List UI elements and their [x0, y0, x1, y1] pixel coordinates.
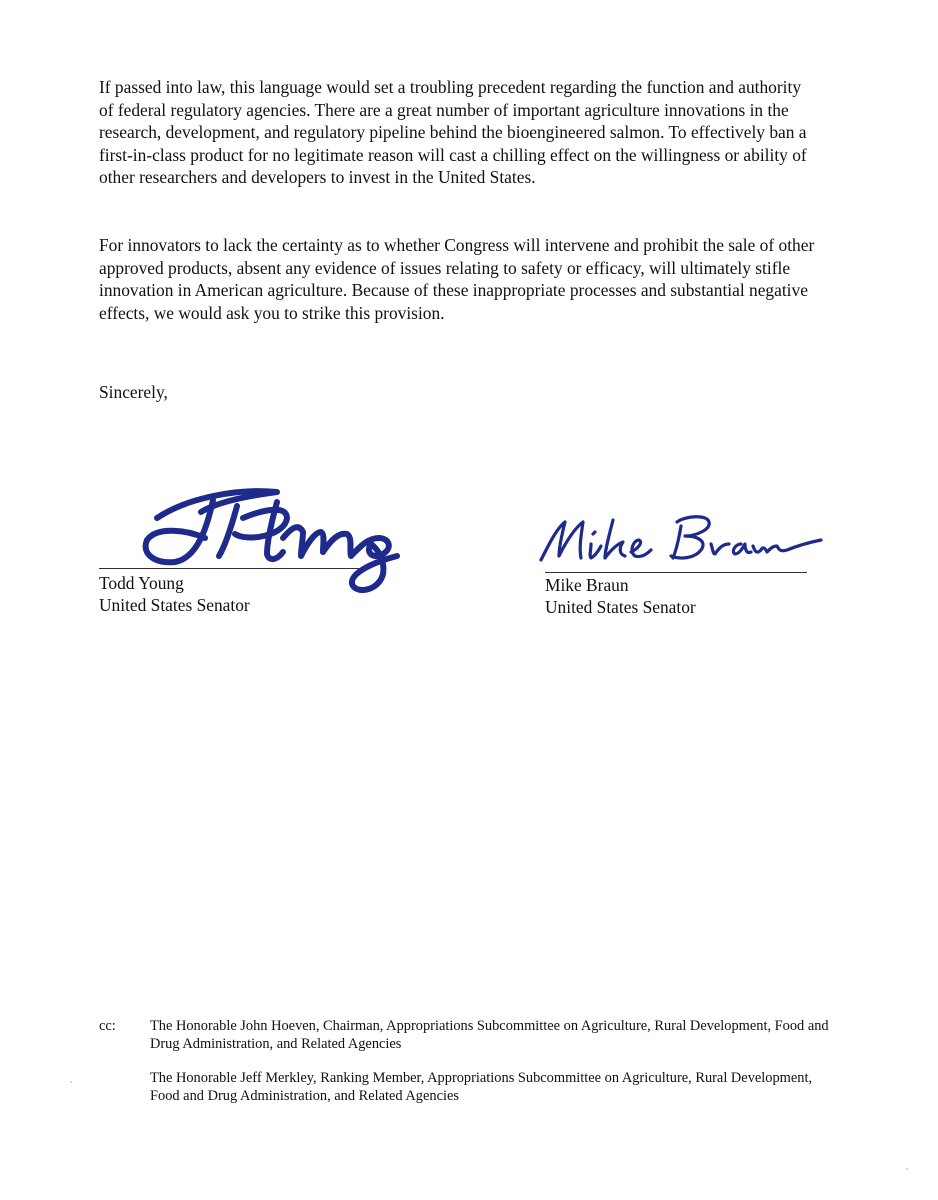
signer-name: Todd Young [99, 573, 184, 593]
handwritten-signature-mike-braun [535, 508, 825, 568]
signer-title: United States Senator [99, 595, 250, 615]
cc-recipient: The Honorable Jeff Merkley, Ranking Member, Appropriations Subcommittee on Agriculture, Rural Development, Food and Drug Administration, and Related Agencies [150, 1070, 813, 1105]
signature-block-todd-young [99, 478, 419, 628]
signature-block-mike-braun [545, 500, 845, 630]
scan-speck [906, 1168, 908, 1170]
cc-recipient: The Honorable John Hoeven, Chairman, Appropriations Subcommittee on Agriculture, Rural Development, Food and Drug Administration, and Related Agencies [150, 1018, 829, 1053]
scan-speck [70, 1081, 72, 1083]
signer-name: Mike Braun [545, 575, 629, 595]
cc-label: cc: [99, 1018, 116, 1034]
body-paragraph-2: For innovators to lack the certainty as to whether Congress will intervene and prohibit the sale of other approved products, absent any evidence of issues relating to safety or efficacy, will ultimately stifle innovation in American agriculture. Because of these inappropriate processes and substantial negative effects, we would ask you to strike this provision. [99, 235, 815, 323]
signature-line [545, 572, 807, 573]
body-paragraph-1: If passed into law, this language would set a troubling precedent regarding the function and authority of federal regulatory agencies. There are a great number of important agriculture innovations in the research, development, and regulatory pipeline behind the bioengineered salmon. To effectively ban a first-in-class product for no legitimate reason will cast a chilling effect on the willingness or ability of other researchers and developers to invest in the United States. [99, 77, 807, 188]
signer-title: United States Senator [545, 597, 696, 617]
closing: Sincerely, [99, 382, 168, 402]
